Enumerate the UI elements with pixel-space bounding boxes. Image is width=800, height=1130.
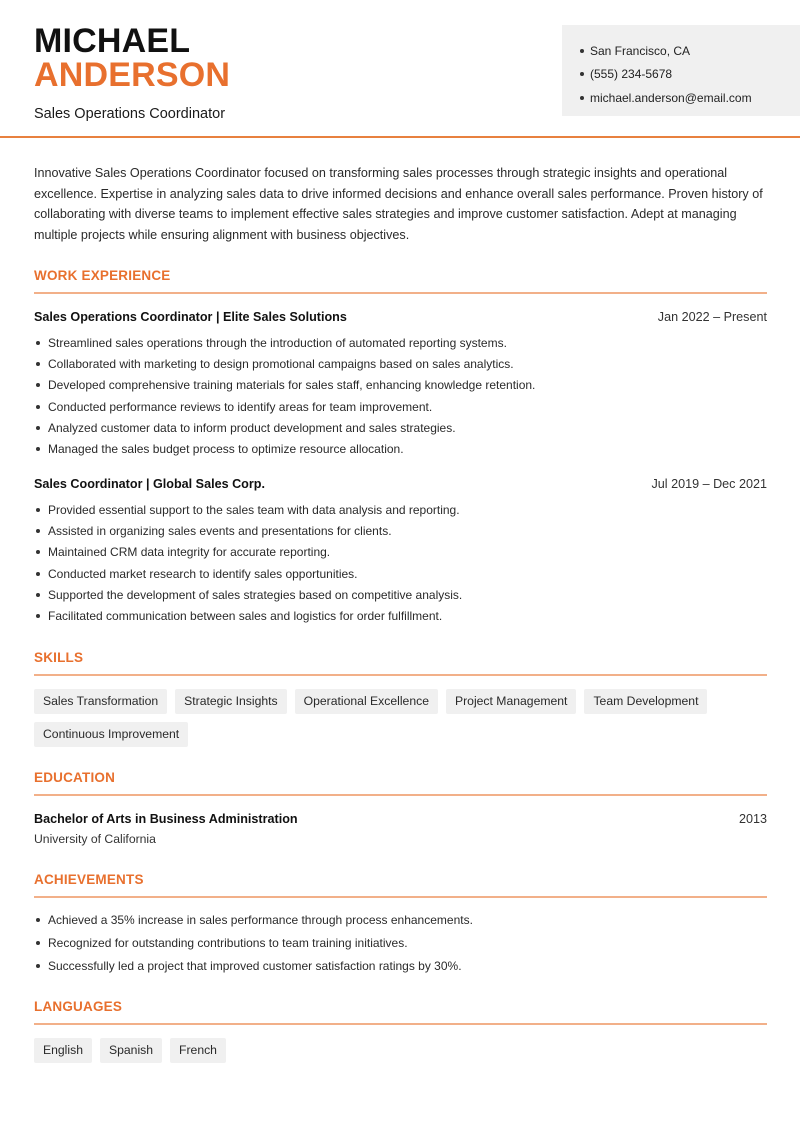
section-divider (34, 674, 767, 676)
list-item (34, 396, 767, 417)
language-chip: French (170, 1038, 226, 1063)
bullet-icon (36, 918, 40, 922)
contact-phone (580, 63, 800, 87)
job-dates: Jan 2022 – Present (657, 310, 767, 324)
bullet-icon (36, 614, 40, 618)
bullet-text: Supported the development of sales strategies based on competitive analysis. (48, 587, 463, 602)
skills-section (34, 650, 767, 676)
bullet-text: Conducted market research to identify sales opportunities. (48, 566, 358, 581)
job-header (34, 310, 767, 324)
bullet-icon (36, 362, 40, 366)
bullet-text: Successfully led a project that improved customer satisfaction ratings by 30%. (48, 958, 462, 973)
graduation-year: 2013 (738, 812, 767, 826)
job-role: Sales Coordinator | Global Sales Corp. (34, 477, 265, 491)
bullet-icon (36, 550, 40, 554)
bullet-text: Achieved a 35% increase in sales performance through process enhancements. (48, 913, 473, 928)
education-header (34, 812, 767, 826)
summary-section (34, 163, 767, 246)
list-item (34, 605, 767, 626)
work-experience-section (34, 268, 767, 294)
bullet-text: Provided essential support to the sales team with data analysis and reporting. (48, 502, 460, 517)
name-block (34, 24, 230, 122)
job-title: Sales Operations Coordinator (34, 106, 226, 122)
bullet-icon (580, 72, 584, 76)
contact-location-text: San Francisco, CA (590, 43, 691, 58)
skills-chips (34, 689, 767, 747)
bullet-icon (36, 383, 40, 387)
job-dates: Jul 2019 – Dec 2021 (651, 477, 767, 491)
job-entry (34, 477, 767, 627)
bullet-icon (36, 941, 40, 945)
list-item (34, 932, 767, 955)
bullet-icon (580, 49, 584, 53)
list-item (34, 584, 767, 605)
contact-phone-text: (555) 234-5678 (590, 67, 673, 82)
contact-location (580, 39, 800, 63)
bullet-icon (36, 447, 40, 451)
achievements-list-wrap (34, 909, 767, 977)
bullet-icon (36, 341, 40, 345)
achievements-list (34, 909, 767, 977)
contact-email[interactable] (580, 86, 800, 110)
skill-chip: Strategic Insights (175, 689, 286, 714)
bullet-text: Developed comprehensive training materials for sales staff, enhancing knowledge retention. (48, 378, 536, 393)
section-title-education: EDUCATION (34, 770, 116, 785)
bullet-icon (36, 529, 40, 533)
skill-chip: Continuous Improvement (34, 722, 188, 747)
list-item (34, 520, 767, 541)
bullet-icon (36, 572, 40, 576)
language-chip: English (34, 1038, 92, 1063)
education-entry (34, 812, 767, 846)
list-item (34, 417, 767, 438)
job-header (34, 477, 767, 491)
skill-chip: Project Management (446, 689, 576, 714)
skill-chip: Team Development (584, 689, 707, 714)
list-item (34, 954, 767, 977)
achievements-section (34, 872, 767, 898)
school: University of California (34, 832, 156, 846)
job-bullets (34, 332, 767, 460)
job-entry (34, 310, 767, 460)
degree: Bachelor of Arts in Business Administration (34, 812, 298, 826)
contact-email-text[interactable]: michael.anderson@email.com (590, 90, 752, 105)
list-item (34, 499, 767, 520)
bullet-text: Maintained CRM data integrity for accurate reporting. (48, 545, 331, 560)
list-item (34, 375, 767, 396)
resume-header (0, 0, 800, 138)
first-name: MICHAEL (34, 22, 191, 60)
list-item (34, 909, 767, 932)
list-item (34, 563, 767, 584)
bullet-text: Collaborated with marketing to design promotional campaigns based on sales analytics. (48, 356, 514, 371)
section-divider (34, 794, 767, 796)
skill-chip: Sales Transformation (34, 689, 167, 714)
bullet-text: Analyzed customer data to inform product development and sales strategies. (48, 420, 456, 435)
bullet-icon (36, 426, 40, 430)
section-title-skills: SKILLS (34, 650, 84, 665)
bullet-icon (580, 96, 584, 100)
bullet-icon (36, 508, 40, 512)
bullet-icon (36, 405, 40, 409)
list-item (34, 332, 767, 353)
last-name: ANDERSON (34, 56, 231, 94)
summary-text: Innovative Sales Operations Coordinator focused on transforming sales processes through strategic insights and operational excellence. Expertise in analyzing sales data to drive informed decisions and enhance overall sales performance. Proven history of collaborating with diverse teams to implement effective sales strategies and improve customer satisfaction. Adept at managing multiple projects while ensuring alignment with business objectives. (34, 166, 763, 243)
skill-chip: Operational Excellence (295, 689, 438, 714)
bullet-text: Assisted in organizing sales events and presentations for clients. (48, 523, 392, 538)
section-title-languages: LANGUAGES (34, 999, 123, 1014)
job-role: Sales Operations Coordinator | Elite Sales Solutions (34, 310, 347, 324)
education-section (34, 770, 767, 796)
list-item (34, 353, 767, 374)
section-title-achievements: ACHIEVEMENTS (34, 872, 144, 887)
section-divider (34, 292, 767, 294)
bullet-text: Managed the sales budget process to optimize resource allocation. (48, 442, 404, 457)
bullet-text: Conducted performance reviews to identify areas for team improvement. (48, 399, 433, 414)
language-chips (34, 1038, 767, 1063)
section-divider (34, 1023, 767, 1025)
section-divider (34, 896, 767, 898)
bullet-text: Facilitated communication between sales and logistics for order fulfillment. (48, 609, 443, 624)
contact-box (562, 25, 800, 116)
languages-section (34, 999, 767, 1025)
list-item (34, 542, 767, 563)
bullet-text: Streamlined sales operations through the introduction of automated reporting systems. (48, 335, 507, 350)
bullet-text: Recognized for outstanding contributions to team training initiatives. (48, 936, 408, 951)
bullet-icon (36, 964, 40, 968)
section-title-work: WORK EXPERIENCE (34, 268, 171, 283)
list-item (34, 438, 767, 459)
language-chip: Spanish (100, 1038, 162, 1063)
job-bullets (34, 499, 767, 627)
bullet-icon (36, 593, 40, 597)
